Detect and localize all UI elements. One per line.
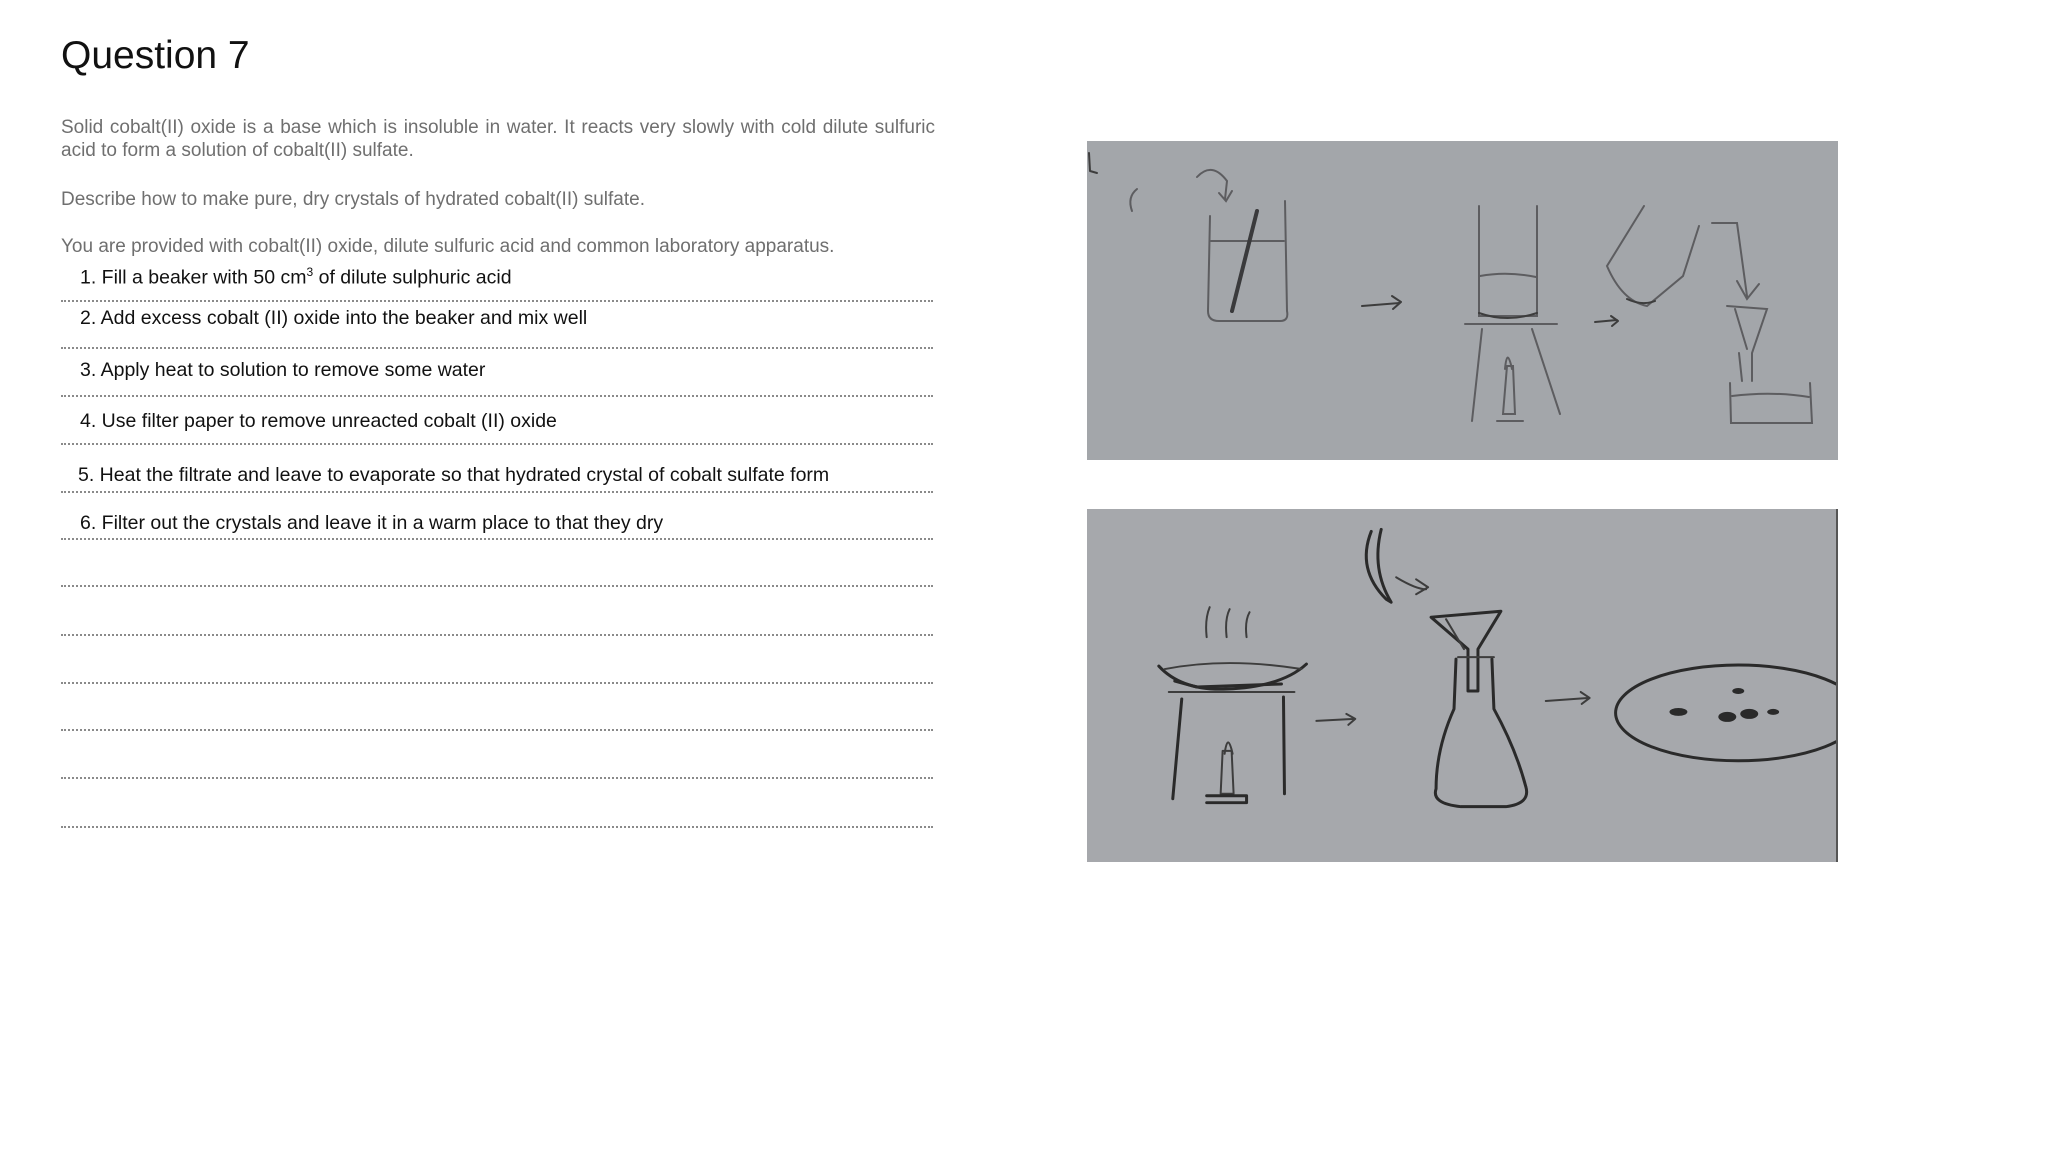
- answer-step-5: 5. Heat the filtrate and leave to evaporate so that hydrated crystal of cobalt sulfate form: [78, 464, 830, 486]
- question-task: Describe how to make pure, dry crystals of hydrated cobalt(II) sulfate.: [61, 189, 645, 210]
- answer-line-12: [61, 826, 933, 828]
- answer-line-6: [61, 538, 933, 540]
- answer-line-4: [61, 443, 933, 445]
- apparatus-sketch-top: [1087, 141, 1838, 460]
- answer-line-2: [61, 347, 933, 349]
- answer-step-6: 6. Filter out the crystals and leave it in a warm place to that they dry: [80, 512, 664, 534]
- sketch-photo-top: [1087, 141, 1838, 460]
- answer-step-1-superscript: 3: [306, 265, 314, 279]
- answer-step-3: 3. Apply heat to solution to remove some water: [80, 359, 486, 381]
- answer-line-1: [61, 300, 933, 302]
- answer-line-3: [61, 395, 933, 397]
- answer-step-1: [80, 265, 512, 290]
- answer-step-1-text: 1. Fill a beaker with 50 cm: [80, 266, 307, 289]
- answer-line-10: [61, 729, 933, 731]
- crystallisation-sketch-bottom: [1087, 509, 1836, 862]
- question-title: Question 7: [61, 34, 250, 77]
- answer-line-5: [61, 491, 933, 493]
- sketch-photo-bottom: [1087, 509, 1838, 862]
- answer-step-2: 2. Add excess cobalt (II) oxide into the beaker and mix well: [80, 307, 588, 329]
- answer-line-9: [61, 682, 933, 684]
- answer-line-11: [61, 777, 933, 779]
- answer-line-7: [61, 585, 933, 587]
- answer-step-1-text-end: of dilute sulphuric acid: [313, 266, 512, 289]
- question-provided: You are provided with cobalt(II) oxide, dilute sulfuric acid and common laboratory apparatus.: [61, 236, 835, 257]
- question-intro: Solid cobalt(II) oxide is a base which is insoluble in water. It reacts very slowly with cold dilute sulfuric acid to form a solution of cobalt(II) sulfate.: [61, 117, 935, 161]
- answer-line-8: [61, 634, 933, 636]
- answer-step-4: 4. Use filter paper to remove unreacted cobalt (II) oxide: [80, 410, 557, 432]
